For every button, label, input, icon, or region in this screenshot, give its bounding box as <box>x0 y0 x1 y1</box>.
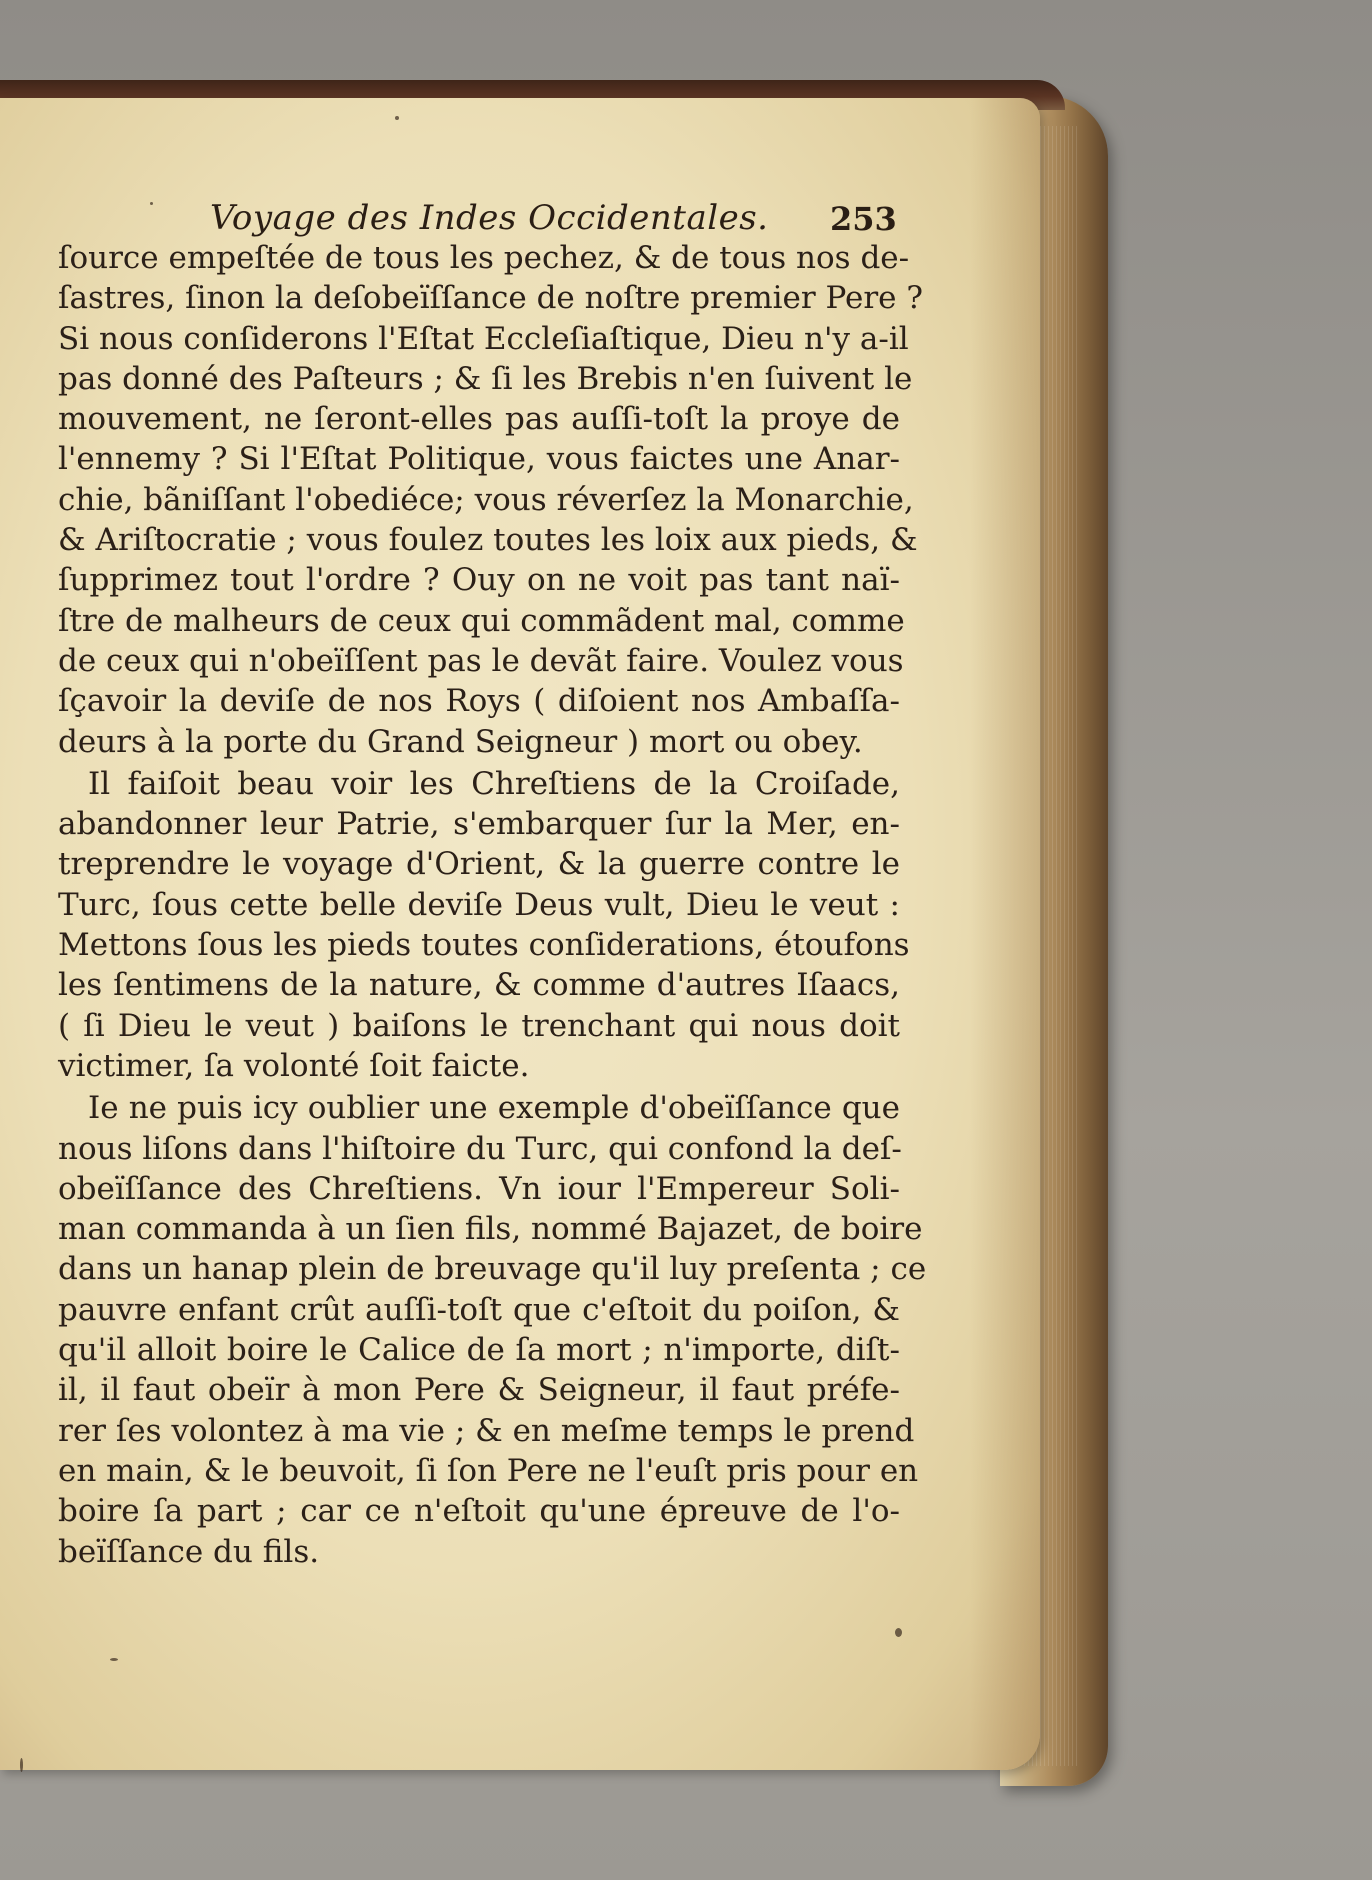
text-line: rer ſes volontez à ma vie ; & en meſme temps le prend <box>58 1412 915 1449</box>
body-text <box>58 238 927 1572</box>
text-line: en main, & le beuvoit, ſi ſon Pere ne l'euſt pris pour en <box>58 1452 919 1489</box>
text-line: ſupprimez tout l'ordre ? Ouy on ne voit pas tant naï- <box>58 562 900 599</box>
text-line: Mettons ſous les pieds toutes conſiderations, étoufons <box>58 927 910 964</box>
text-line: treprendre le voyage d'Orient, & la guerre contre le <box>58 846 900 883</box>
text-line: qu'il alloit boire le Calice de ſa mort ; n'importe, diſt- <box>58 1332 900 1369</box>
text-line: dans un hanap plein de breuvage qu'il luy preſenta ; ce <box>58 1251 927 1288</box>
text-line: de ceux qui n'obeïſſent pas le devãt faire. Voulez vous <box>58 642 904 679</box>
text-line: l'ennemy ? Si l'Eſtat Politique, vous faictes une Anar- <box>58 441 900 478</box>
text-line: man commanda à un ſien fils, nommé Bajazet, de boire <box>58 1211 923 1248</box>
page-number: 253 <box>830 200 897 238</box>
text-line: ſtre de malheurs de ceux qui commãdent mal, comme <box>58 602 905 639</box>
text-line: ſource empeſtée de tous les pechez, & de tous nos de- <box>58 240 910 276</box>
text-line: ſçavoir la deviſe de nos Roys ( diſoient nos Ambaſſa- <box>58 683 900 720</box>
text-line: abandonner leur Patrie, s'embarquer ſur la Mer, en- <box>58 806 900 843</box>
text-line: nous liſons dans l'hiſtoire du Turc, qui confond la deſ- <box>58 1130 902 1167</box>
page-header <box>0 198 1040 242</box>
text-line: Il faiſoit beau voir les Chreſtiens de la Croiſade, <box>88 765 900 802</box>
text-line: victimer, ſa volonté ſoit faicte. <box>58 1047 530 1084</box>
ink-speck <box>110 1658 118 1661</box>
running-title: Voyage des Indes Occidentales. <box>210 198 769 238</box>
text-line: Si nous conſiderons l'Eſtat Eccleſiaſtique, Dieu n'y a-il <box>58 320 909 357</box>
text-line: boire ſa part ; car ce n'eſtoit qu'une épreuve de l'o- <box>58 1493 900 1530</box>
text-line: il, il faut obeïr à mon Pere & Seigneur, il faut préfe- <box>58 1372 900 1409</box>
text-line: ſastres, ſinon la deſobeïſſance de noſtre premier Pere ? <box>58 280 923 317</box>
text-line: & Ariſtocratie ; vous foulez toutes les loix aux pieds, & <box>58 522 918 559</box>
text-line: pas donné des Paſteurs ; & ſi les Brebis n'en ſuivent le <box>58 360 913 397</box>
text-line: les ſentimens de la nature, & comme d'autres Iſaacs, <box>58 967 900 1004</box>
text-line: mouvement, ne ſeront-elles pas auſſi-toſt la proye de <box>58 401 900 438</box>
ink-speck <box>395 116 399 120</box>
text-line: deurs à la porte du Grand Seigneur ) mort ou obey. <box>58 723 863 760</box>
text-line: obeïſſance des Chreſtiens. Vn iour l'Empereur Soli- <box>58 1170 900 1207</box>
text-line: pauvre enfant crût auſſi-toſt que c'eſtoit du poiſon, & <box>58 1291 900 1328</box>
text-line: beïſſance du fils. <box>58 1533 320 1570</box>
text-line: Ie ne puis icy oublier une exemple d'obeïſſance que <box>88 1090 900 1127</box>
paragraph <box>58 238 923 762</box>
text-line: chie, bãniſſant l'obediéce; vous réverſez la Monarchie, <box>58 481 914 518</box>
text-line: ( ſi Dieu le veut ) baiſons le trenchant qui nous doit <box>58 1007 900 1044</box>
ink-speck <box>895 1628 902 1637</box>
ink-speck <box>20 1758 23 1772</box>
text-line: Turc, ſous cette belle deviſe Deus vult, Dieu le veut : <box>58 886 900 923</box>
paragraph <box>58 764 910 1086</box>
paragraph <box>58 1088 927 1572</box>
